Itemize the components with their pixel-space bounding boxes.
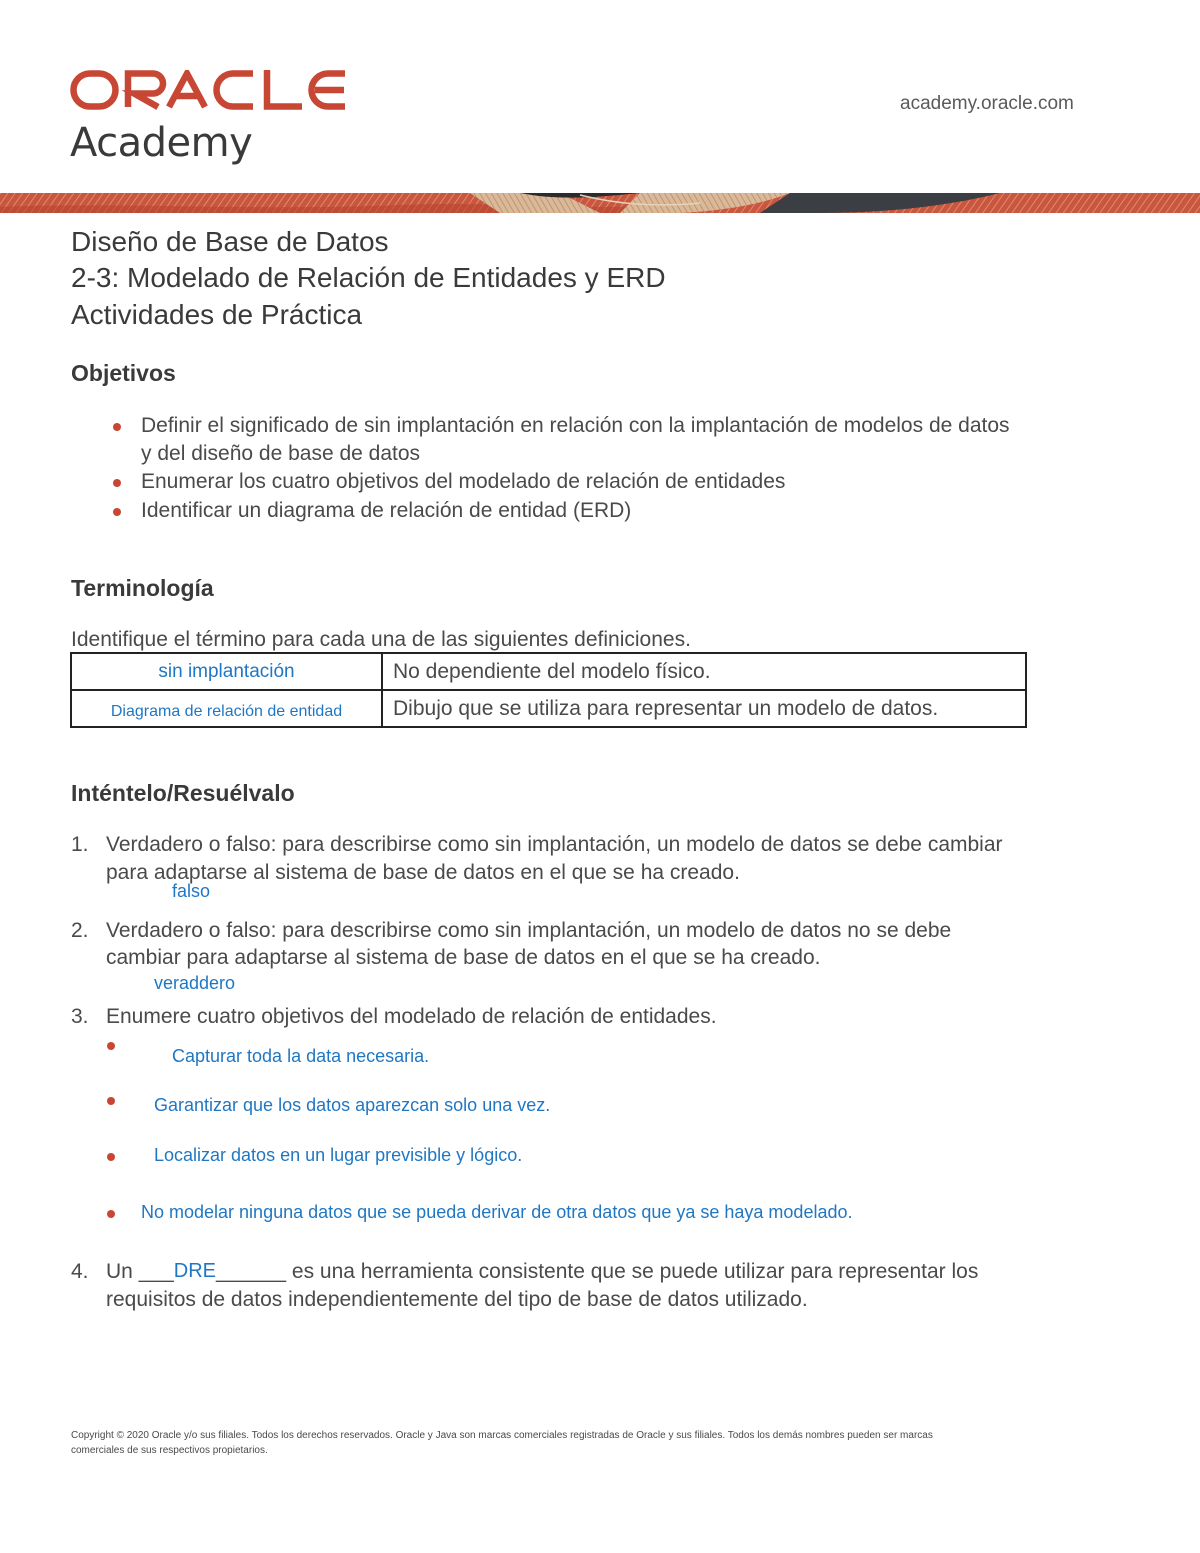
course-title: Diseño de Base de Datos: [71, 226, 389, 257]
bullet-icon: [107, 1097, 115, 1105]
term-cell: sin implantación: [71, 653, 382, 690]
copyright-footer: [71, 1428, 1101, 1458]
table-row: [71, 653, 1026, 690]
definition-cell: No dependiente del modelo físico.: [382, 653, 1026, 690]
objetivos-heading: Objetivos: [71, 360, 176, 386]
question-3-answer-3: Localizar datos en un lugar previsible y lógico.: [154, 1145, 523, 1165]
definition-cell: Dibujo que se utiliza para representar un modelo de datos.: [382, 690, 1026, 727]
oracle-logo: [70, 70, 348, 110]
copyright-line-2: comerciales de sus respectivos propietarios.: [71, 1445, 268, 1456]
question-4-line-1: [106, 1260, 978, 1284]
question-4-prefix: Un: [106, 1260, 133, 1283]
bullet-icon: [113, 508, 121, 516]
bullet-icon: [107, 1210, 115, 1218]
question-2-answer: veraddero: [154, 973, 236, 993]
question-3-answer-1: Capturar toda la data necesaria.: [172, 1046, 430, 1066]
question-1-answer: falso: [172, 881, 211, 901]
bullet-icon: [113, 423, 121, 431]
activity-title: Actividades de Práctica: [71, 299, 363, 330]
oracle-logo-wordmark: [70, 70, 348, 110]
question-3-answer-4: No modelar ninguna datos que se pueda derivar de otra datos que ya se haya modelado.: [141, 1202, 853, 1222]
decorative-banner: [0, 193, 1200, 213]
objective-item-3: Identificar un diagrama de relación de entidad (ERD): [141, 499, 632, 522]
terminologia-intro: Identifique el término para cada una de las siguientes definiciones.: [71, 628, 691, 651]
blank-before: ___: [138, 1260, 174, 1283]
terms-table: [70, 652, 1027, 728]
question-number: 2.: [71, 919, 89, 942]
bullet-icon: [107, 1153, 115, 1161]
objective-item-1-line-1: Definir el significado de sin implantación en relación con la implantación de modelos de datos: [141, 414, 1010, 437]
copyright-line-1: Copyright © 2020 Oracle y/o sus filiales. Todos los derechos reservados. Oracle y Java son marcas comerciales registradas de Oracle y sus filiales. Todos los demás nombres pueden ser marcas: [71, 1430, 933, 1441]
term-cell: Diagrama de relación de entidad: [71, 690, 382, 727]
question-4-suffix: es una herramienta consistente que se puede utilizar para representar los: [291, 1260, 979, 1283]
bullet-icon: [113, 479, 121, 487]
lesson-title: 2-3: Modelado de Relación de Entidades y ERD: [71, 262, 666, 293]
objective-item-2: Enumerar los cuatro objetivos del modelado de relación de entidades: [141, 470, 786, 493]
bullet-icon: [107, 1042, 115, 1050]
site-url[interactable]: academy.oracle.com: [900, 93, 1074, 114]
academy-logo-text: Academy: [70, 120, 253, 166]
question-4-answer: DRE: [173, 1260, 216, 1282]
intentelo-heading: Inténtelo/Resuélvalo: [71, 780, 295, 806]
question-1-line-1: Verdadero o falso: para describirse como sin implantación, un modelo de datos se debe cambiar: [106, 833, 1003, 856]
objective-item-1-line-2: y del diseño de base de datos: [141, 442, 421, 465]
question-3-answer-2: Garantizar que los datos aparezcan solo una vez.: [154, 1095, 551, 1115]
terminologia-heading: Terminología: [71, 575, 214, 601]
question-2-line-1: Verdadero o falso: para describirse como sin implantación, un modelo de datos no se debe: [106, 919, 952, 942]
question-number: 3.: [71, 1005, 89, 1028]
question-4-line-2: requisitos de datos independientemente del tipo de base de datos utilizado.: [106, 1288, 808, 1311]
question-3-text: Enumere cuatro objetivos del modelado de relación de entidades.: [106, 1005, 717, 1028]
blank-after: ______: [215, 1260, 287, 1283]
question-2-line-2: cambiar para adaptarse al sistema de base de datos en el que se ha creado.: [106, 946, 821, 969]
question-number: 4.: [71, 1260, 89, 1283]
question-number: 1.: [71, 833, 89, 856]
table-row: [71, 690, 1026, 727]
question-1-line-2: para adaptarse al sistema de base de datos en el que se ha creado.: [106, 861, 740, 884]
